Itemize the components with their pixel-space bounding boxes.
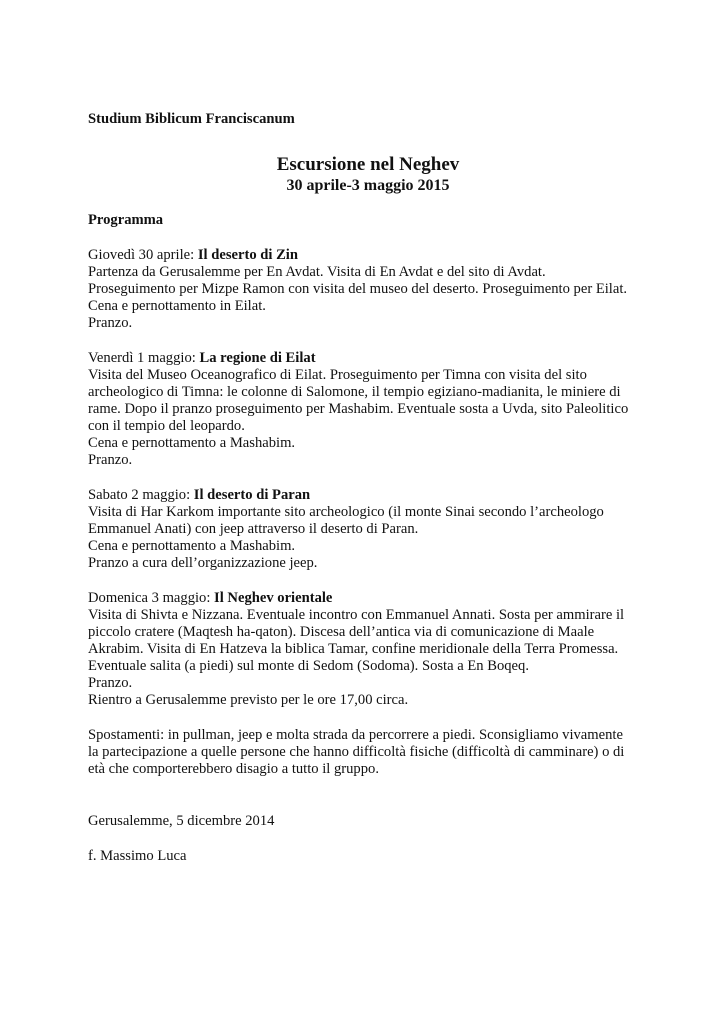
notes-line: età che comporterebbero disagio a tutto il gruppo. <box>88 761 379 777</box>
day-text-line: Visita di Har Karkom importante sito archeologico (il monte Sinai secondo l’archeologo <box>88 504 604 520</box>
day-text-line: Pranzo. <box>88 315 133 331</box>
day-heading <box>88 590 648 607</box>
day-date: Domenica 3 maggio: <box>88 590 215 606</box>
program-day-4 <box>88 590 648 709</box>
day-text-line: Cena e pernottamento a Mashabim. <box>88 435 296 451</box>
day-text-line: Akrabim. Visita di En Hatzeva la biblica Tamar, confine meridionale della Terra Promessa. <box>88 641 619 657</box>
notes-line: la partecipazione a quelle persone che hanno difficoltà fisiche (difficoltà di camminare) o di <box>88 744 625 760</box>
day-heading <box>88 350 648 367</box>
day-text-line: Partenza da Gerusalemme per En Avdat. Visita di En Avdat e del sito di Avdat. <box>88 264 546 280</box>
day-heading <box>88 247 648 264</box>
document-dates: 30 aprile-3 maggio 2015 <box>286 177 450 194</box>
day-text-line: Pranzo. <box>88 452 133 468</box>
day-text-line: con il tempio del leopardo. <box>88 418 245 434</box>
document-title: Escursione nel Neghev <box>276 154 460 175</box>
notes-line: Spostamenti: in pullman, jeep e molta strada da percorrere a piedi. Sconsigliamo vivamente <box>88 727 623 743</box>
day-title: Il Neghev orientale <box>214 590 333 606</box>
day-text-line: Rientro a Gerusalemme previsto per le ore 17,00 circa. <box>88 692 409 708</box>
day-heading <box>88 487 648 504</box>
day-text-line: rame. Dopo il pranzo proseguimento per Mashabim. Eventuale sosta a Uvda, sito Paleolitico <box>88 401 629 417</box>
program-day-2 <box>88 350 648 469</box>
day-text-line: Pranzo. <box>88 675 133 691</box>
program-day-1 <box>88 247 648 332</box>
day-title: Il deserto di Paran <box>193 487 311 503</box>
day-text-line: Visita di Shivta e Nizzana. Eventuale incontro con Emmanuel Annati. Sosta per ammirare il <box>88 607 625 623</box>
signature: f. Massimo Luca <box>88 848 187 864</box>
day-text-line: Eventuale salita (a piedi) sul monte di Sedom (Sodoma). Sosta a En Boqeq. <box>88 658 529 674</box>
day-text-line: Proseguimento per Mizpe Ramon con visita del museo del deserto. Proseguimento per Eilat. <box>88 281 628 297</box>
program-heading: Programma <box>88 212 164 228</box>
day-date: Venerdì 1 maggio: <box>88 350 200 366</box>
day-text-line: Cena e pernottamento a Mashabim. <box>88 538 296 554</box>
document-body <box>88 111 648 865</box>
day-title: Il deserto di Zin <box>197 247 298 263</box>
day-text-line: piccolo cratere (Maqtesh ha-qaton). Discesa dell’antica via di comunicazione di Maale <box>88 624 595 640</box>
day-date: Sabato 2 maggio: <box>88 487 194 503</box>
day-text-line: Emmanuel Anati) con jeep attraverso il deserto di Paran. <box>88 521 419 537</box>
day-text-line: Visita del Museo Oceanografico di Eilat. Proseguimento per Timna con visita del sito <box>88 367 587 383</box>
day-title: La regione di Eilat <box>199 350 316 366</box>
day-text-line: Cena e pernottamento in Eilat. <box>88 298 266 314</box>
day-text-line: Pranzo a cura dell’organizzazione jeep. <box>88 555 318 571</box>
place-and-date: Gerusalemme, 5 dicembre 2014 <box>88 813 275 829</box>
day-text-line: archeologico di Timna: le colonne di Salomone, il tempio egiziano-madianita, le miniere di <box>88 384 621 400</box>
day-date: Giovedì 30 aprile: <box>88 247 198 263</box>
institution-name: Studium Biblicum Franciscanum <box>88 111 295 127</box>
program-day-3 <box>88 487 648 572</box>
travel-notes <box>88 727 648 778</box>
